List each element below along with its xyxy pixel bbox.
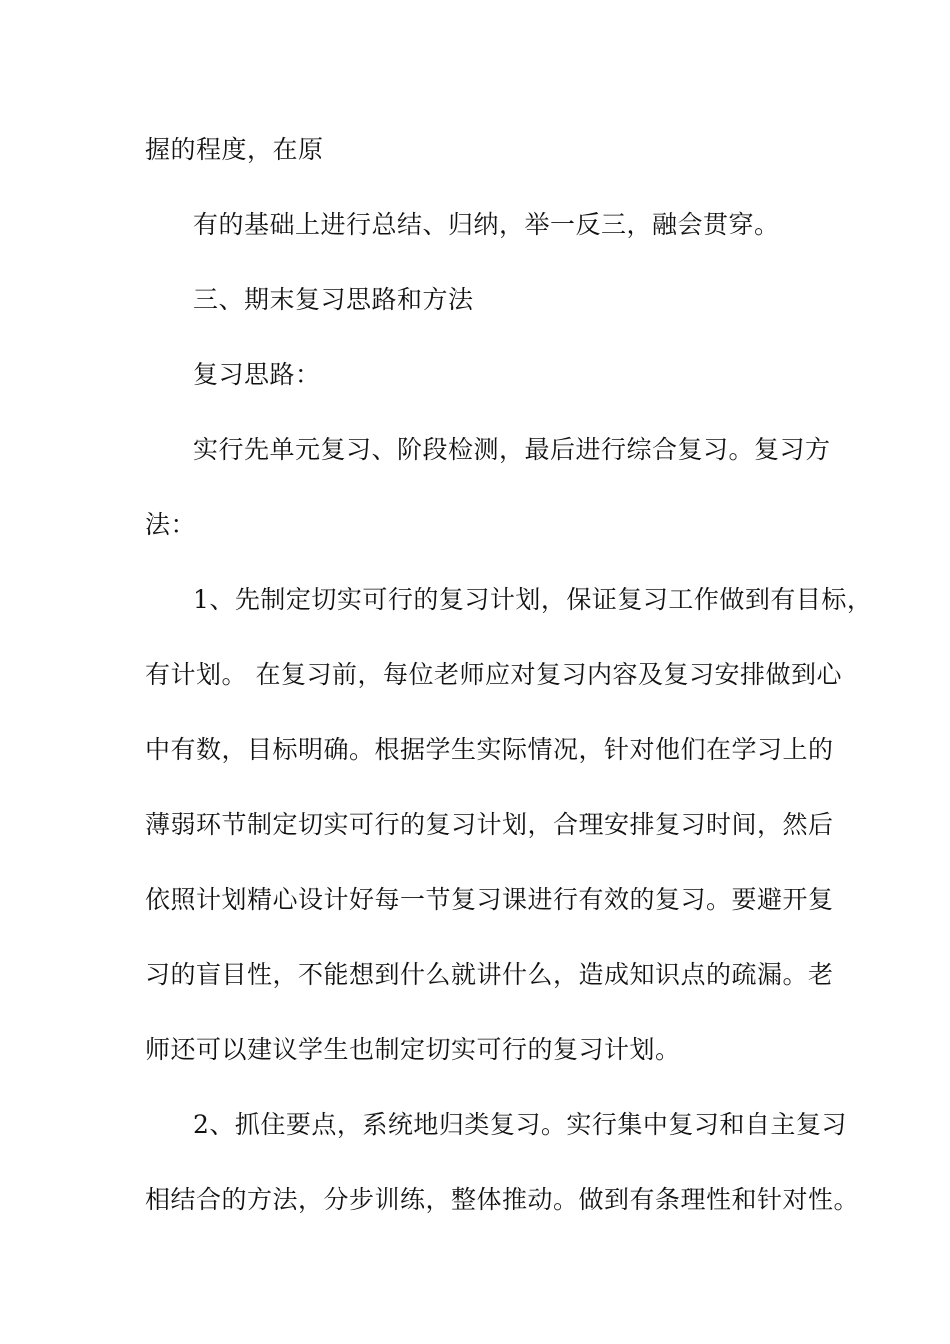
- paragraph-2-line-1: 2、抓住要点，系统地归类复习。实行集中复习和自主复习: [193, 1110, 847, 1139]
- text-line-1: 握的程度，在原: [145, 135, 324, 164]
- text-line-6: 法：: [145, 510, 197, 539]
- section-heading: 三、期末复习思路和方法: [193, 285, 474, 314]
- text-line-5: 实行先单元复习、阶段检测，最后进行综合复习。复习方: [193, 435, 831, 464]
- text-line-2: 有的基础上进行总结、归纳，举一反三，融会贯穿。: [193, 210, 780, 239]
- paragraph-1-line-4: 薄弱环节制定切实可行的复习计划，合理安排复习时间，然后: [145, 810, 834, 839]
- paragraph-1-line-6: 习的盲目性，不能想到什么就讲什么，造成知识点的疏漏。老: [145, 960, 834, 989]
- paragraph-1-line-2: 有计划。 在复习前，每位老师应对复习内容及复习安排做到心: [145, 660, 842, 689]
- paragraph-1-line-1: 1、先制定切实可行的复习计划，保证复习工作做到有目标，: [193, 585, 873, 614]
- paragraph-1-line-5: 依照计划精心设计好每一节复习课进行有效的复习。要避开复: [145, 885, 834, 914]
- subheading-review-approach: 复习思路：: [193, 360, 321, 389]
- paragraph-2-line-2: 相结合的方法，分步训练，整体推动。做到有条理性和针对性。: [145, 1185, 860, 1214]
- paragraph-1-line-7: 师还可以建议学生也制定切实可行的复习计划。: [145, 1035, 681, 1064]
- paragraph-1-line-3: 中有数，目标明确。根据学生实际情况，针对他们在学习上的: [145, 735, 834, 764]
